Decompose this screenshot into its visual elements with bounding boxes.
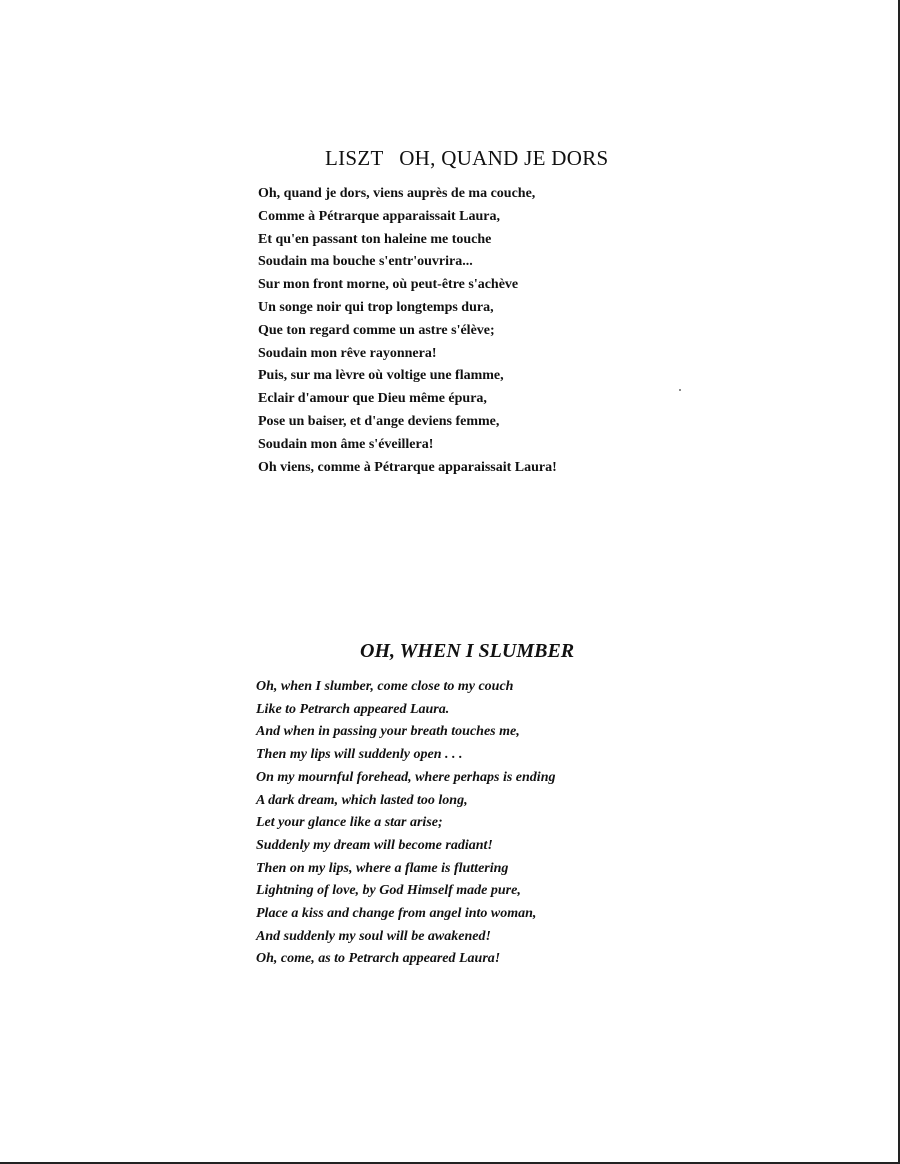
composer-name: LISZT xyxy=(325,146,384,170)
french-poem-line: Oh, quand je dors, viens auprès de ma couche, xyxy=(258,186,536,201)
french-poem-line: Comme à Pétrarque apparaissait Laura, xyxy=(258,208,500,224)
english-poem-line: Oh, when I slumber, come close to my couch xyxy=(256,679,514,694)
english-poem-line: Let your glance like a star arise; xyxy=(256,815,443,831)
french-poem-line: Sur mon front morne, où peut-être s'achève xyxy=(258,277,519,293)
english-poem-line: Oh, come, as to Petrarch appeared Laura! xyxy=(256,951,501,967)
english-poem xyxy=(256,676,676,971)
english-poem-line: Like to Petrarch appeared Laura. xyxy=(256,701,450,717)
print-speck xyxy=(679,389,681,391)
english-poem-line: Then on my lips, where a flame is fluttering xyxy=(256,860,509,876)
french-poem-line: Oh viens, comme à Pétrarque apparaissait Laura! xyxy=(258,459,557,475)
french-poem-line: Eclair d'amour que Dieu même épura, xyxy=(258,391,487,407)
french-poem-line: Soudain mon âme s'éveillera! xyxy=(258,436,434,452)
english-poem-line: Lightning of love, by God Himself made pure, xyxy=(256,883,521,899)
french-poem-line: Pose un baiser, et d'ange deviens femme, xyxy=(258,413,500,429)
english-poem-line: Place a kiss and change from angel into woman, xyxy=(256,906,537,922)
french-poem-line: Soudain ma bouche s'entr'ouvrira... xyxy=(258,254,473,270)
english-poem-line: And suddenly my soul will be awakened! xyxy=(256,928,491,944)
french-poem-line: Et qu'en passant ton haleine me touche xyxy=(258,231,492,247)
french-poem-line: Que ton regard comme un astre s'élève; xyxy=(258,322,495,338)
english-poem-line: Then my lips will suddenly open . . . xyxy=(256,747,463,763)
french-poem-line: Puis, sur ma lèvre où voltige une flamme, xyxy=(258,368,504,384)
english-poem-line: A dark dream, which lasted too long, xyxy=(256,792,468,808)
french-song-title: OH, QUAND JE DORS xyxy=(399,146,609,170)
french-song-heading xyxy=(325,146,678,171)
french-poem-line: Soudain mon rêve rayonnera! xyxy=(258,345,437,361)
english-poem-line: On my mournful forehead, where perhaps is ending xyxy=(256,769,556,785)
french-lyrics-section xyxy=(258,146,678,479)
english-poem-line: Suddenly my dream will become radiant! xyxy=(256,837,493,853)
french-poem xyxy=(258,183,678,479)
english-song-title: OH, WHEN I SLUMBER xyxy=(360,640,575,662)
english-translation-section xyxy=(256,640,676,971)
english-poem-line: And when in passing your breath touches me, xyxy=(256,724,520,740)
french-poem-line: Un songe noir qui trop longtemps dura, xyxy=(258,299,494,315)
